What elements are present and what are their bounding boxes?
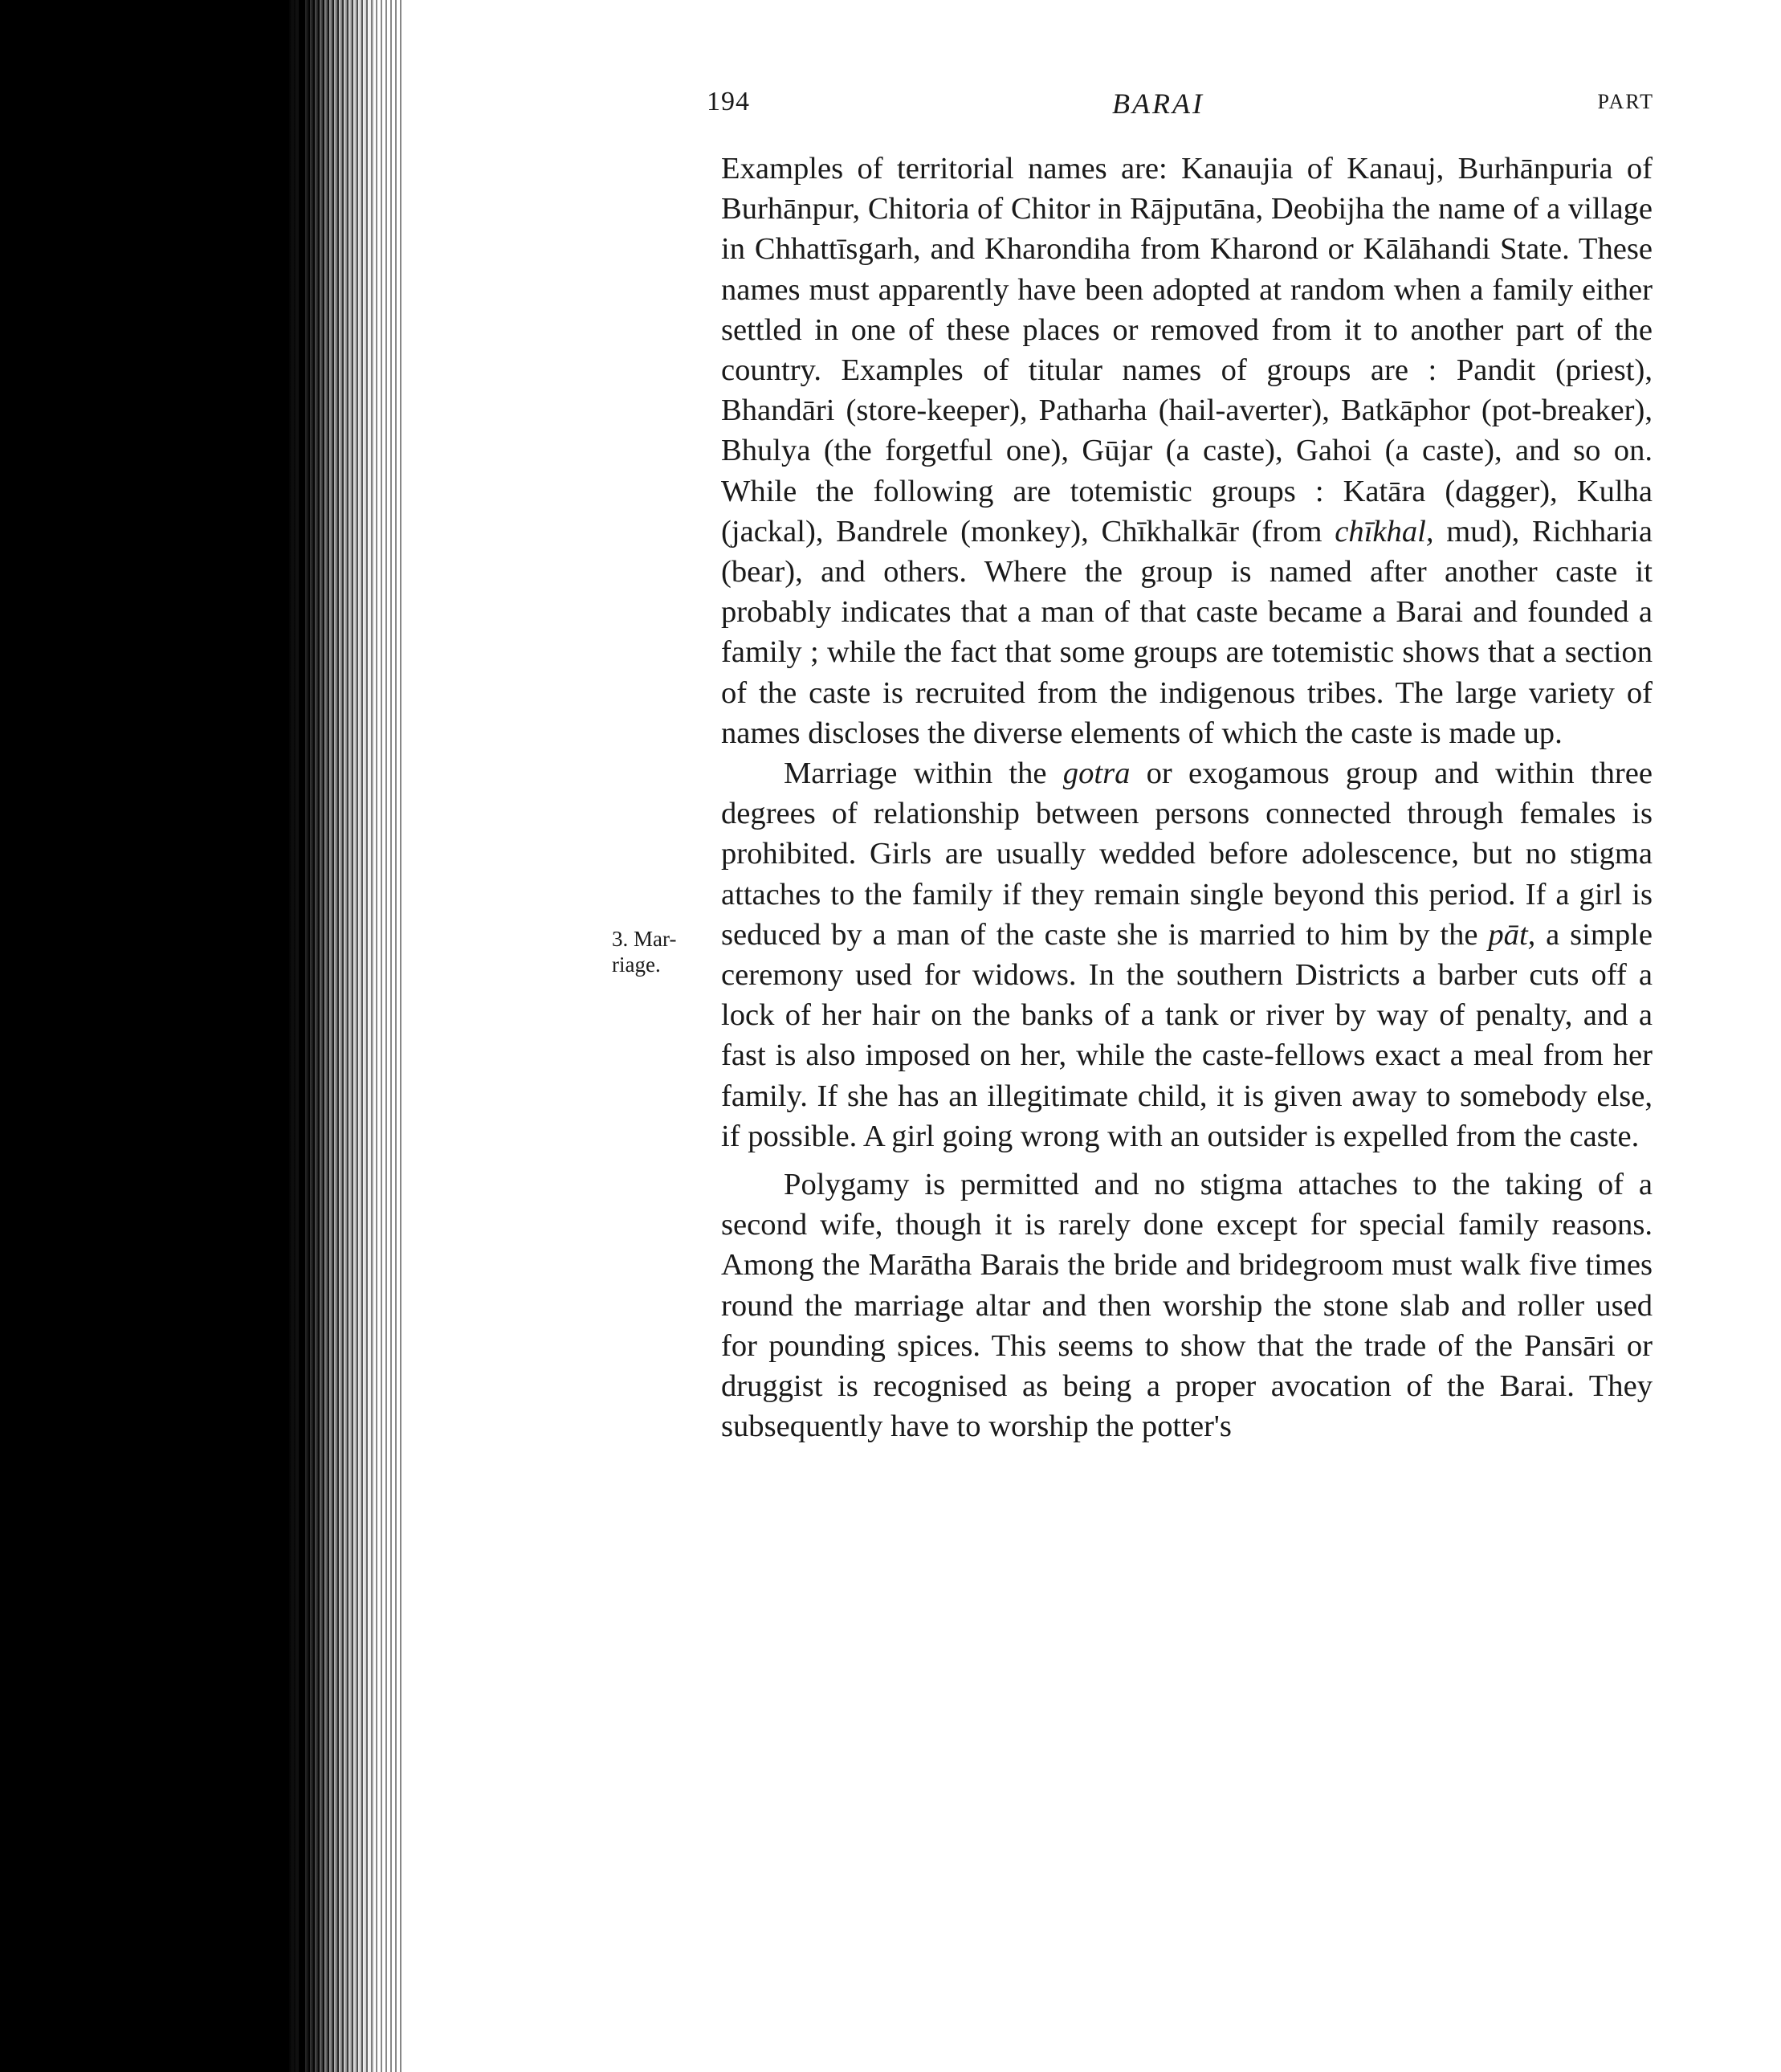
- running-part-label: PART: [1597, 90, 1654, 113]
- running-head: [707, 87, 1654, 119]
- marginal-note-marriage: [612, 926, 716, 977]
- page-number: 194: [707, 87, 750, 116]
- marginal-note-line-1: 3. Mar-: [612, 927, 677, 951]
- italic-term: chīkhal,: [1335, 514, 1434, 549]
- running-title: BARAI: [1112, 88, 1204, 120]
- paragraph-text: Examples of territorial names are: Kanaujia of Kanauj, Burhānpuria of Burhānpur, Chitoria of Chitor in Rājputāna, Deobijha the name of a village in Chhattīsgarh, and Kharondiha from Kharond or Kālāhandi State. These names must apparently have been adopted at random when a family either settled in one of these places or removed from it to another part of the country. Examples of titular names of groups are : Pandit (priest), Bhandāri (store-keeper), Patharha (hail-averter), Batkāphor (pot-breaker), Bhulya (the forgetful one), Gūjar (a caste), Gahoi (a caste), and so on. While the following are totemistic groups : Katāra (dagger), Kulha (jackal), Bandrele (monkey), Chīkhalkār (from: [721, 152, 1653, 549]
- book-page-edges: [289, 0, 401, 2072]
- paragraph-marriage: [721, 753, 1653, 1156]
- body-text: [721, 149, 1653, 1447]
- paragraph-text: or exogamous group and within three degrees of relationship between persons connected through females is prohibited. Girls are usually wedded before adolescence, but no stigma attaches to the family if they remain single beyond this period. If a girl is seduced by a man of the caste she is married to him by the: [721, 757, 1653, 952]
- marginal-note-line-2: riage.: [612, 952, 661, 977]
- paragraph-territorial-names: [721, 149, 1653, 753]
- paragraph-text: Marriage within the: [784, 757, 1063, 791]
- italic-term: gotra: [1062, 757, 1131, 791]
- paragraph-text: a simple ceremony used for widows. In the southern Districts a barber cuts off a lock of her hair on the banks of a tank or river by way of penalty, and a fast is also imposed on her, while the caste-fellows exact a meal from her family. If she has an illegitimate child, it is given away to somebody else, if possible. A girl going wrong with an outsider is expelled from the caste.: [721, 917, 1653, 1153]
- italic-term: pāt,: [1488, 917, 1536, 952]
- paragraph-polygamy: [721, 1164, 1653, 1446]
- paragraph-text: Polygamy is permitted and no stigma attaches to the taking of a second wife, though it is rarely done except for special family reasons. Among the Marātha Barais the bride and bridegroom must walk five times round the marriage altar and then worship the stone slab and roller used for pounding spices. This seems to show that the trade of the Pansāri or druggist is recognised as being a proper avocation of the Barai. They subsequently have to worship the potter's: [721, 1168, 1653, 1444]
- paragraph-text: mud), Richharia (bear), and others. Where the group is named after another caste it probably indicates that a man of that caste became a Barai and founded a family ; while the fact that some groups are totemistic shows that a section of the caste is recruited from the indigenous tribes. The large variety of names discloses the diverse elements of which the caste is made up.: [721, 514, 1653, 750]
